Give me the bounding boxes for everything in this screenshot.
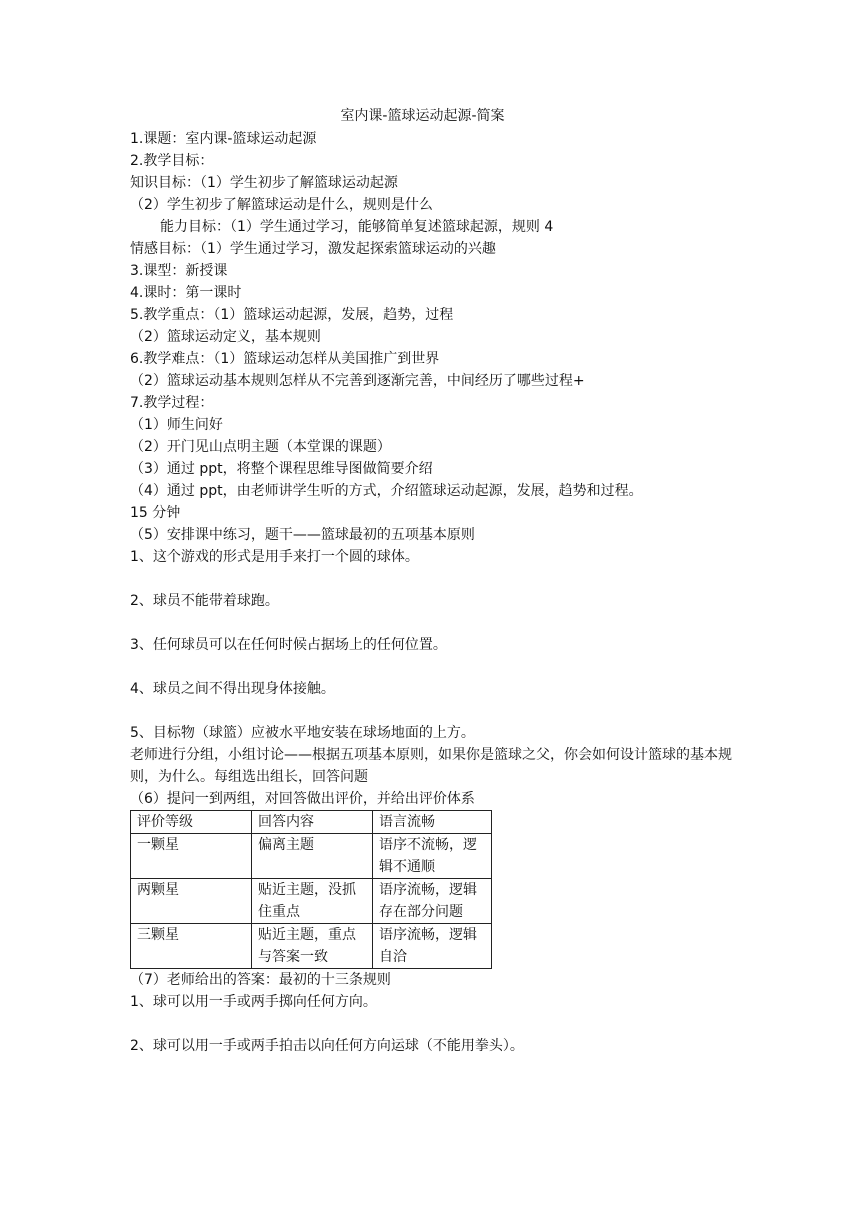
table-cell: 偏离主题 [252,834,373,879]
document-title: 室内课-篮球运动起源-简案 [340,108,505,124]
rule-item: 1、球可以用一手或两手掷向任何方向。 [130,994,377,1010]
objectives-heading: 2.教学目标： [130,153,214,169]
topic-line: 1.课题：室内课-篮球运动起源 [130,131,317,147]
emotion-objective: 情感目标：（1）学生通过学习，激发起探索篮球运动的兴趣 [130,241,496,257]
header-cell: 回答内容 [252,811,373,834]
evaluation-table [130,810,492,969]
table-cell: 语序流畅，逻辑存在部分问题 [373,879,492,924]
rule-item: 2、球可以用一手或两手拍击以向任何方向运球（不能用拳头）。 [130,1038,524,1054]
table-cell: 语序不流畅，逻辑不通顺 [373,834,492,879]
table-row [131,834,492,879]
principle-item: 4、球员之间不得出现身体接触。 [130,681,335,697]
document-body [130,128,750,1057]
knowledge-objective: 知识目标：（1）学生初步了解篮球运动起源 [130,175,398,191]
table-row [131,924,492,969]
difficulty-2: （2）篮球运动基本规则怎样从不完善到逐渐完善，中间经历了哪些过程+ [130,373,585,389]
table-cell: 一颗星 [131,834,252,879]
table-cell: 贴近主题，重点与答案一致 [252,924,373,969]
table-cell: 三颗星 [131,924,252,969]
process-step-2: （2）开门见山点明主题（本堂课的课题） [130,439,391,455]
key-point-2: （2）篮球运动定义，基本规则 [130,329,321,345]
group-discussion: 老师进行分组，小组讨论——根据五项基本原则，如果你是篮球之父，你会如何设计篮球的基本规则，为什么。每组选出组长，回答问题 [130,747,732,785]
principle-item: 1、这个游戏的形式是用手来打一个圆的球体。 [130,549,419,565]
process-step-1: （1）师生问好 [130,417,223,433]
table-cell: 两颗星 [131,879,252,924]
process-step-5: （5）安排课中练习，题干——篮球最初的五项基本原则 [130,527,475,543]
principle-item: 5、目标物（球篮）应被水平地安装在球场地面的上方。 [130,725,475,741]
table-cell: 贴近主题，没抓住重点 [252,879,373,924]
lesson-period: 4.课时：第一课时 [130,285,242,301]
table-row [131,879,492,924]
process-step-4: （4）通过 ppt，由老师讲学生听的方式，介绍篮球运动起源，发展，趋势和过程。 [130,483,643,499]
principle-item: 3、任何球员可以在任何时候占据场上的任何位置。 [130,637,447,653]
ability-objective: 能力目标：（1）学生通过学习，能够简单复述篮球起源，规则 4 [160,219,554,235]
difficulty-1: 6.教学难点：（1）篮球运动怎样从美国推广到世界 [130,351,440,367]
key-point-1: 5.教学重点：（1）篮球运动起源，发展，趋势，过程 [130,307,454,323]
process-duration: 15 分钟 [130,505,181,521]
knowledge-objective-2: （2）学生初步了解篮球运动是什么，规则是什么 [130,197,433,213]
process-step-6: （6）提问一到两组，对回答做出评价，并给出评价体系 [130,791,475,807]
process-step-3: （3）通过 ppt，将整个课程思维导图做简要介绍 [130,461,433,477]
principle-item: 2、球员不能带着球跑。 [130,593,279,609]
table-cell: 语序流畅，逻辑自洽 [373,924,492,969]
header-cell: 评价等级 [131,811,252,834]
lesson-type: 3.课型：新授课 [130,263,228,279]
header-cell: 语言流畅 [373,811,492,834]
table-header-row [131,811,492,834]
process-step-7: （7）老师给出的答案：最初的十三条规则 [130,972,391,988]
process-heading: 7.教学过程： [130,395,214,411]
